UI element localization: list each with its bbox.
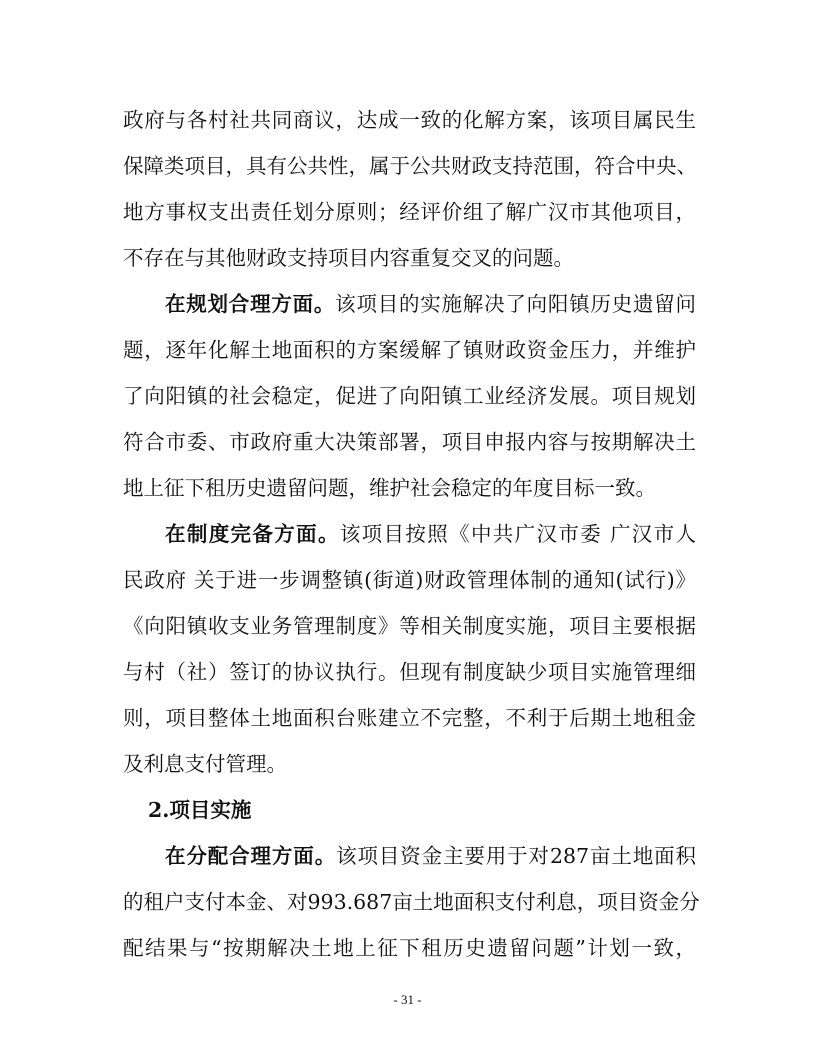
section-heading: 2.项目实施 bbox=[148, 798, 252, 822]
paragraph-lead: 在规划合理方面。 bbox=[165, 292, 336, 316]
text-line: 了向阳镇的社会稳定，促进了向阳镇工业经济发展。项目规划 bbox=[123, 384, 696, 408]
text-line: 及利息支付管理。 bbox=[123, 752, 287, 776]
text-line: 地方事权支出责任划分原则；经评价组了解广汉市其他项目， bbox=[123, 200, 696, 224]
text-line: 《向阳镇收支业务管理制度》等相关制度实施，项目主要根据 bbox=[123, 614, 696, 638]
paragraph-first-line bbox=[165, 289, 696, 319]
paragraph-text: 该项目的实施解决了向阳镇历史遗留问 bbox=[335, 292, 697, 316]
text-line: 配结果与“按期解决土地上征下租历史遗留问题”计划一致， bbox=[123, 936, 696, 960]
paragraph-first-line bbox=[165, 841, 696, 871]
text-line: 与村（社）签订的协议执行。但现有制度缺少项目实施管理细 bbox=[123, 660, 696, 684]
text-line: 题，逐年化解土地面积的方案缓解了镇财政资金压力，并维护 bbox=[123, 338, 696, 362]
text-line: 地上征下租历史遗留问题，维护社会稳定的年度目标一致。 bbox=[123, 476, 656, 500]
text-line: 保障类项目，具有公共性，属于公共财政支持范围，符合中央、 bbox=[123, 154, 697, 178]
text-line: 政府与各村社共同商议，达成一致的化解方案，该项目属民生 bbox=[123, 108, 696, 132]
text-line: 的租户支付本金、对993.687亩土地面积支付利息，项目资金分 bbox=[123, 890, 700, 914]
paragraph-lead: 在分配合理方面。 bbox=[165, 844, 337, 868]
paragraph-text: 该项目资金主要用于对287亩土地面积 bbox=[336, 844, 696, 868]
page-number: - 31 - bbox=[393, 992, 422, 1007]
text-line: 民政府 关于进一步调整镇(街道)财政管理体制的通知(试行)》 bbox=[123, 568, 696, 592]
text-line: 符合市委、市政府重大决策部署，项目申报内容与按期解决土 bbox=[123, 430, 696, 454]
paragraph-lead: 在制度完备方面。 bbox=[165, 522, 340, 546]
paragraph-text: 该项目按照《中共广汉市委 广汉市人 bbox=[339, 522, 696, 546]
text-line: 则，项目整体土地面积台账建立不完整，不利于后期土地租金 bbox=[123, 706, 696, 730]
text-line: 不存在与其他财政支持项目内容重复交叉的问题。 bbox=[123, 246, 574, 270]
paragraph-first-line bbox=[165, 519, 696, 549]
